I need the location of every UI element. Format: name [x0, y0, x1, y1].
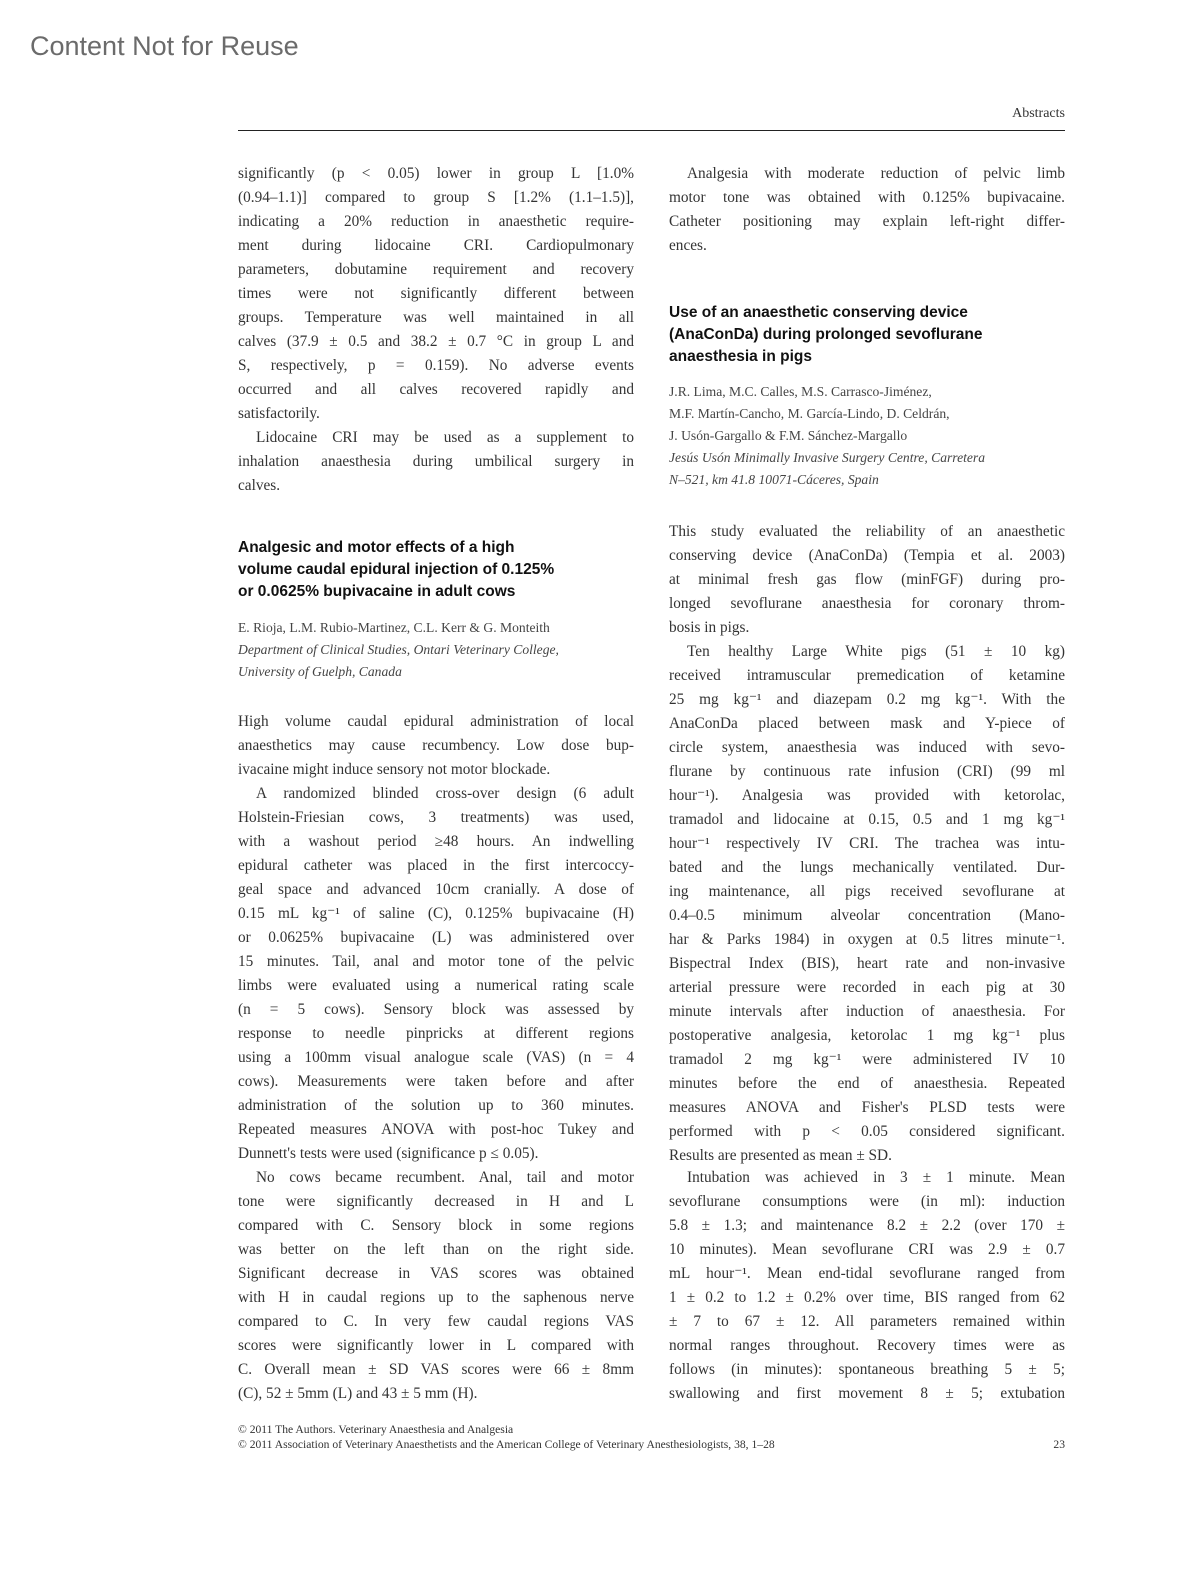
- text-line: Significant decrease in VAS scores was obtained: [238, 1265, 634, 1282]
- text-line: calves.: [238, 477, 281, 494]
- text-line: Dunnett's tests were used (significance p ≤ 0.05).: [238, 1145, 539, 1162]
- text-line: geal space and advanced 10cm cranially. A dose of: [238, 881, 634, 898]
- text-line: har & Parks 1984) in oxygen at 0.5 litres minute⁻¹.: [669, 931, 1065, 948]
- article-authors: E. Rioja, L.M. Rubio-Martinez, C.L. Kerr & G. Monteith: [238, 620, 550, 635]
- paragraph: [238, 426, 634, 498]
- text-line: Catheter positioning may explain left-right differ-: [669, 213, 1065, 230]
- text-line: tramadol and lidocaine at 0.15, 0.5 and 1 mg kg⁻¹: [669, 811, 1065, 828]
- text-line: at minimal fresh gas flow (minFGF) during pro-: [669, 571, 1065, 588]
- text-line: N–521, km 41.8 10071-Cáceres, Spain: [669, 472, 879, 487]
- text-line: follows (in minutes): spontaneous breathing 5 ± 5;: [669, 1361, 1065, 1378]
- text-line: longed sevoflurane anaesthesia for coronary throm-: [669, 595, 1065, 612]
- text-line: parameters, dobutamine requirement and recovery: [238, 261, 634, 278]
- text-line: cows). Measurements were taken before and after: [238, 1073, 634, 1090]
- text-line: AnaConDa placed between mask and Y-piece of: [669, 715, 1065, 732]
- text-line: (n = 5 cows). Sensory block was assessed by: [238, 1001, 634, 1018]
- text-line: tramadol 2 mg kg⁻¹ were administered IV 10: [669, 1051, 1065, 1068]
- text-line: compared to C. In very few caudal regions VAS: [238, 1313, 634, 1330]
- text-line: administration of the solution up to 360 minutes.: [238, 1097, 634, 1114]
- text-line: conserving device (AnaConDa) (Tempia et al. 2003): [669, 547, 1065, 564]
- text-line: Lidocaine CRI may be used as a supplement to: [256, 429, 634, 446]
- text-line: motor tone was obtained with 0.125% bupivacaine.: [669, 189, 1065, 206]
- text-line: volume caudal epidural injection of 0.125%: [238, 561, 555, 578]
- paragraph: [669, 640, 1065, 1168]
- text-line: occurred and all calves recovered rapidly and: [238, 381, 634, 398]
- text-line: Ten healthy Large White pigs (51 ± 10 kg): [687, 643, 1065, 660]
- text-line: postoperative analgesia, ketorolac 1 mg kg⁻¹ plus: [669, 1027, 1065, 1044]
- text-line: Bispectral Index (BIS), heart rate and non-invasive: [669, 955, 1065, 972]
- footer-copyright-authors: © 2011 The Authors. Veterinary Anaesthesia and Analgesia: [238, 1423, 514, 1436]
- text-line: ± 7 to 67 ± 12. All parameters remained within: [669, 1313, 1065, 1330]
- text-line: Use of an anaesthetic conserving device: [669, 304, 968, 321]
- text-line: mL hour⁻¹. Mean end-tidal sevoflurane ranged from: [669, 1265, 1065, 1282]
- text-line: hour⁻¹ respectively IV CRI. The trachea was intu-: [669, 835, 1065, 852]
- text-line: No cows became recumbent. Anal, tail and motor: [256, 1169, 634, 1186]
- text-line: satisfactorily.: [238, 405, 320, 422]
- text-line: swallowing and first movement 8 ± 5; extubation: [669, 1385, 1065, 1402]
- article-title: [238, 537, 634, 603]
- text-line: M.F. Martín-Cancho, M. García-Lindo, D. Celdrán,: [669, 406, 950, 421]
- text-line: normal ranges throughout. Recovery times were as: [669, 1337, 1065, 1354]
- paragraph: [669, 162, 1065, 258]
- text-line: Jesús Usón Minimally Invasive Surgery Centre, Carretera: [669, 450, 985, 465]
- article-byline: [669, 381, 1065, 491]
- text-line: compared with C. Sensory block in some regions: [238, 1217, 634, 1234]
- text-line: inhalation anaesthesia during umbilical surgery in: [238, 453, 634, 470]
- paragraph: [238, 1166, 634, 1406]
- text-line: bated and the lungs mechanically ventilated. Dur-: [669, 859, 1065, 876]
- article-byline: [238, 617, 634, 683]
- text-line: 5.8 ± 1.3; and maintenance 8.2 ± 2.2 (over 170 ±: [669, 1217, 1065, 1234]
- article-authors: [669, 381, 1065, 447]
- text-line: with a washout period ≥48 hours. An indwelling: [238, 833, 634, 850]
- paragraph: [238, 782, 634, 1166]
- footer: [238, 1422, 1065, 1452]
- watermark: Content Not for Reuse: [30, 31, 299, 61]
- text-line: High volume caudal epidural administration of local: [238, 713, 634, 730]
- text-line: S, respectively, p = 0.159). No adverse events: [238, 357, 634, 374]
- text-line: or 0.0625% bupivacaine in adult cows: [238, 583, 516, 600]
- page-number: 23: [1053, 1438, 1065, 1451]
- text-line: 0.4–0.5 minimum alveolar concentration (Mano-: [669, 907, 1065, 924]
- text-line: tone were significantly decreased in H and L: [238, 1193, 634, 1210]
- text-line: significantly (p < 0.05) lower in group L [1.0%: [238, 165, 634, 182]
- text-line: indicating a 20% reduction in anaesthetic require-: [238, 213, 634, 230]
- text-line: A randomized blinded cross-over design (6 adult: [256, 785, 634, 802]
- text-line: ences.: [669, 237, 707, 254]
- text-line: Repeated measures ANOVA with post-hoc Tukey and: [238, 1121, 634, 1138]
- text-line: epidural catheter was placed in the first intercoccy-: [238, 857, 634, 874]
- text-line: scores were significantly lower in L compared with: [238, 1337, 634, 1354]
- text-line: minute intervals after induction of anaesthesia. For: [669, 1003, 1065, 1020]
- text-line: 15 minutes. Tail, anal and motor tone of the pelvic: [238, 953, 634, 970]
- header-rule: [238, 130, 1065, 131]
- text-line: J. Usón-Gargallo & F.M. Sánchez-Margallo: [669, 428, 908, 443]
- text-line: anaesthetics may cause recumbency. Low dose bup-: [238, 737, 634, 754]
- text-line: received intramuscular premedication of ketamine: [669, 667, 1065, 684]
- text-line: using a 100mm visual analogue scale (VAS) (n = 4: [238, 1049, 634, 1066]
- text-line: was better on the left than on the right side.: [238, 1241, 634, 1258]
- text-line: Holstein-Friesian cows, 3 treatments) was used,: [238, 809, 634, 826]
- running-head: Abstracts: [1012, 106, 1065, 121]
- text-line: calves (37.9 ± 0.5 and 38.2 ± 0.7 °C in group L and: [238, 333, 634, 350]
- text-line: with H in caudal regions up to the saphenous nerve: [238, 1289, 634, 1306]
- text-line: Department of Clinical Studies, Ontari Veterinary College,: [238, 642, 559, 657]
- text-line: 0.15 mL kg⁻¹ of saline (C), 0.125% bupivacaine (H): [238, 905, 634, 922]
- article-affiliation: [669, 447, 1065, 491]
- text-line: groups. Temperature was well maintained in all: [238, 309, 634, 326]
- text-line: hour⁻¹). Analgesia was provided with ketorolac,: [669, 787, 1065, 804]
- text-line: Analgesic and motor effects of a high: [238, 539, 515, 556]
- text-line: or 0.0625% bupivacaine (L) was administered over: [238, 929, 634, 946]
- text-line: response to needle pinpricks at different regions: [238, 1025, 634, 1042]
- text-line: circle system, anaesthesia was induced with sevo-: [669, 739, 1065, 756]
- footer-copyright-association: © 2011 Association of Veterinary Anaesthetists and the American College of Veterinary Anesthesiologists, 38, 1–28: [238, 1438, 775, 1451]
- text-line: (AnaConDa) during prolonged sevoflurane: [669, 326, 983, 343]
- text-line: (0.94–1.1)] compared to group S [1.2% (1.1–1.5)],: [238, 189, 634, 206]
- text-line: bosis in pigs.: [669, 619, 750, 636]
- text-line: arterial pressure were recorded in each pig at 30: [669, 979, 1065, 996]
- paragraph: [669, 1166, 1065, 1406]
- text-line: sevoflurane consumptions were (in ml): induction: [669, 1193, 1065, 1210]
- text-line: Results are presented as mean ± SD.: [669, 1147, 892, 1164]
- article-title: [669, 302, 1065, 368]
- paragraph: [238, 710, 634, 782]
- text-line: 1 ± 0.2 to 1.2 ± 0.2% over time, BIS ranged from 62: [669, 1289, 1065, 1306]
- paragraph: [238, 162, 634, 426]
- text-line: 10 minutes). Mean sevoflurane CRI was 2.9 ± 0.7: [669, 1241, 1065, 1258]
- text-line: (C), 52 ± 5mm (L) and 43 ± 5 mm (H).: [238, 1385, 478, 1402]
- text-line: anaesthesia in pigs: [669, 348, 812, 365]
- text-line: University of Guelph, Canada: [238, 664, 402, 679]
- text-line: limbs were evaluated using a numerical rating scale: [238, 977, 634, 994]
- text-line: 25 mg kg⁻¹ and diazepam 0.2 mg kg⁻¹. With the: [669, 691, 1065, 708]
- text-line: This study evaluated the reliability of an anaesthetic: [669, 523, 1065, 540]
- text-line: ment during lidocaine CRI. Cardiopulmonary: [238, 237, 634, 254]
- text-line: minutes before the end of anaesthesia. Repeated: [669, 1075, 1065, 1092]
- text-line: performed with p < 0.05 considered significant.: [669, 1123, 1065, 1140]
- text-line: C. Overall mean ± SD VAS scores were 66 ± 8mm: [238, 1361, 634, 1378]
- text-line: ivacaine might induce sensory not motor blockade.: [238, 761, 551, 778]
- text-line: J.R. Lima, M.C. Calles, M.S. Carrasco-Jiménez,: [669, 384, 932, 399]
- paragraph: [669, 520, 1065, 640]
- text-line: times were not significantly different between: [238, 285, 634, 302]
- text-line: measures ANOVA and Fisher's PLSD tests were: [669, 1099, 1065, 1116]
- text-line: Analgesia with moderate reduction of pelvic limb: [687, 165, 1065, 182]
- text-line: ing maintenance, all pigs received sevoflurane at: [669, 883, 1065, 900]
- text-line: Intubation was achieved in 3 ± 1 minute. Mean: [687, 1169, 1065, 1186]
- article-affiliation: [238, 639, 634, 683]
- text-line: flurane by continuous rate infusion (CRI) (99 ml: [669, 763, 1065, 780]
